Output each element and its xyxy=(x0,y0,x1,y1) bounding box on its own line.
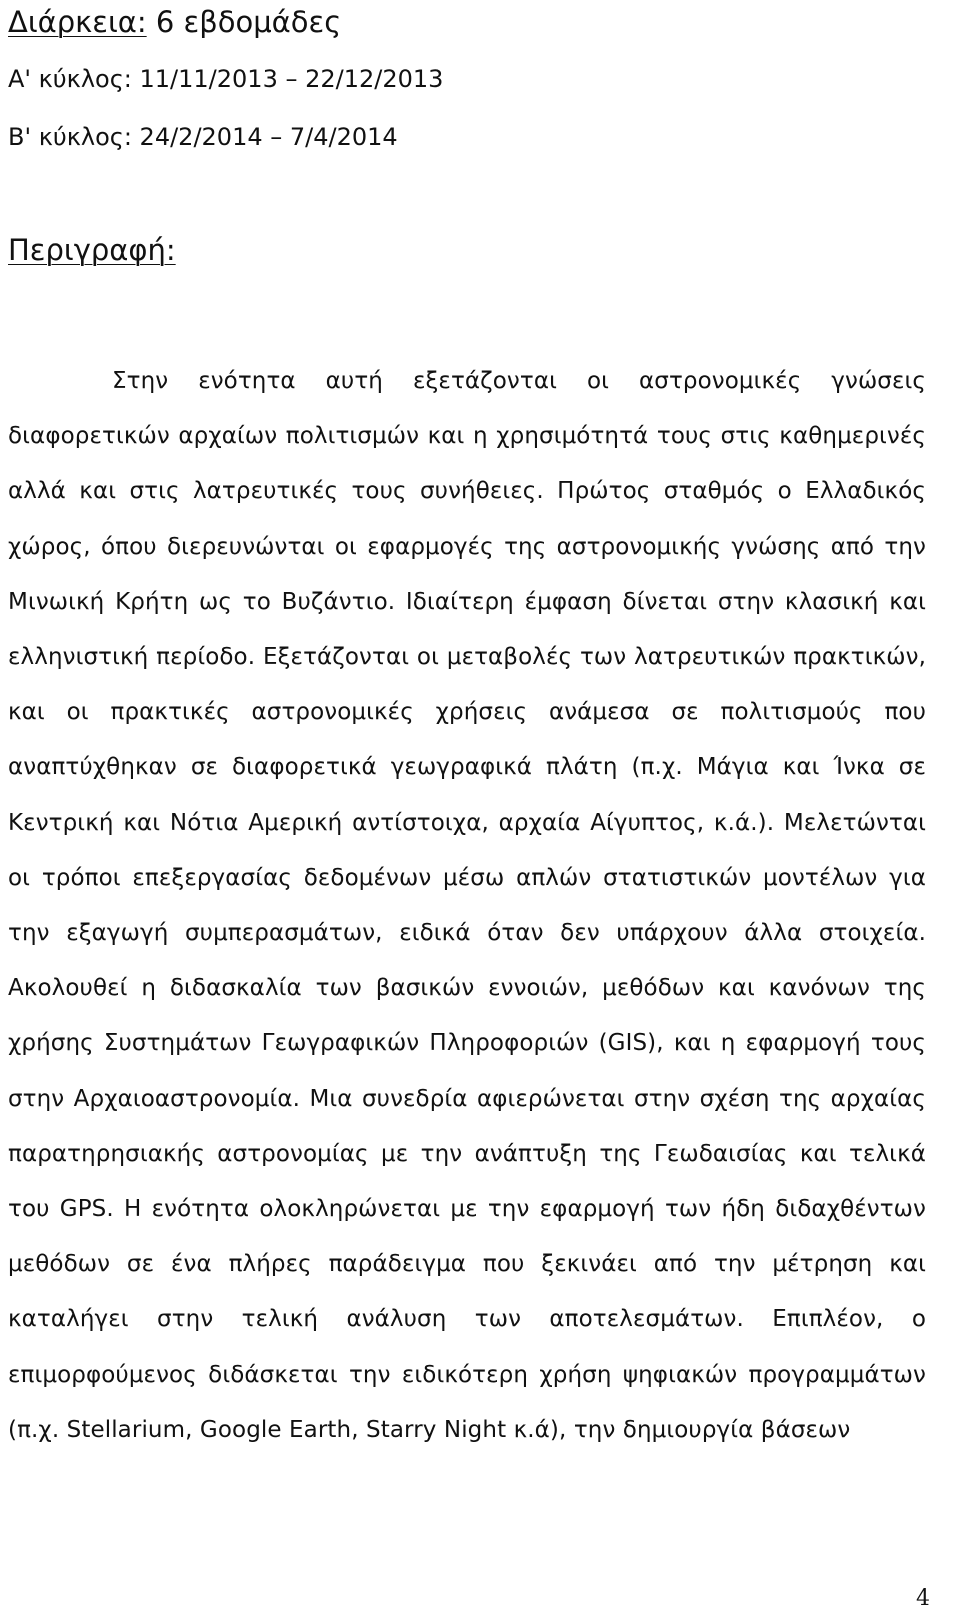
cycle-a-line: Α' κύκλος: 11/11/2013 – 22/12/2013 xyxy=(8,65,444,93)
cycle-b-line: Β' κύκλος: 24/2/2014 – 7/4/2014 xyxy=(8,123,398,151)
description-heading xyxy=(8,232,176,268)
page-number: 4 xyxy=(916,1586,930,1611)
duration-label: Διάρκεια: xyxy=(8,5,147,39)
duration-line xyxy=(8,4,341,40)
duration-value: 6 εβδομάδες xyxy=(155,5,342,39)
description-paragraph: Στην ενότητα αυτή εξετάζονται οι αστρονομικές γνώσεις διαφορετικών αρχαίων πολιτισμών και η χρησιμότητά τους στις καθημερινές αλλά και στις λατρευτικές τους συνήθειες. Πρώτος σταθμός ο Ελλαδικός χώρος, όπου διερευνώνται οι εφαρμογές της αστρονομικής γνώσης από την Μινωική Κρήτη ως το Βυζάντιο. Ιδιαίτερη έμφαση δίνεται στην κλασική και ελληνιστική περίοδο. Εξετάζονται οι μεταβολές των λατρευτικών πρακτικών, και οι πρακτικές αστρονομικές χρήσεις ανάμεσα σε πολιτισμούς που αναπτύχθηκαν σε διαφορετικά γεωγραφικά πλάτη (π.χ. Μάγια και Ίνκα σε Κεντρική και Νότια Αμερική αντίστοιχα, αρχαία Αίγυπτος, κ.ά.). Μελετώνται οι τρόποι επεξεργασίας δεδομένων μέσω απλών στατιστικών μοντέλων για την εξαγωγή συμπερασμάτων, ειδικά όταν δεν υπάρχουν άλλα στοιχεία. Ακολουθεί η διδασκαλία των βασικών εννοιών, μεθόδων και κανόνων της χρήσης Συστημάτων Γεωγραφικών Πληροφοριών (GIS), και η εφαρμογή τους στην Αρχαιοαστρονομία. Μια συνεδρία αφιερώνεται στην σχέση της αρχαίας παρατηρησιακής αστρονομίας με την ανάπτυξη της Γεωδαισίας και τελικά του GPS. Η ενότητα ολοκληρώνεται με την εφαρμογή των ήδη διδαχθέντων μεθόδων σε ένα πλήρες παράδειγμα που ξεκινάει από την μέτρηση και καταλήγει στην τελική ανάλυση των αποτελεσμάτων. Επιπλέον, ο επιμορφούμενος διδάσκεται την ειδικότερη χρήση ψηφιακών προγραμμάτων (π.χ. Stellarium, Google Earth, Starry Night κ.ά), την δημιουργία βάσεων xyxy=(8,368,926,1443)
description-heading-label: Περιγραφή: xyxy=(8,233,176,267)
